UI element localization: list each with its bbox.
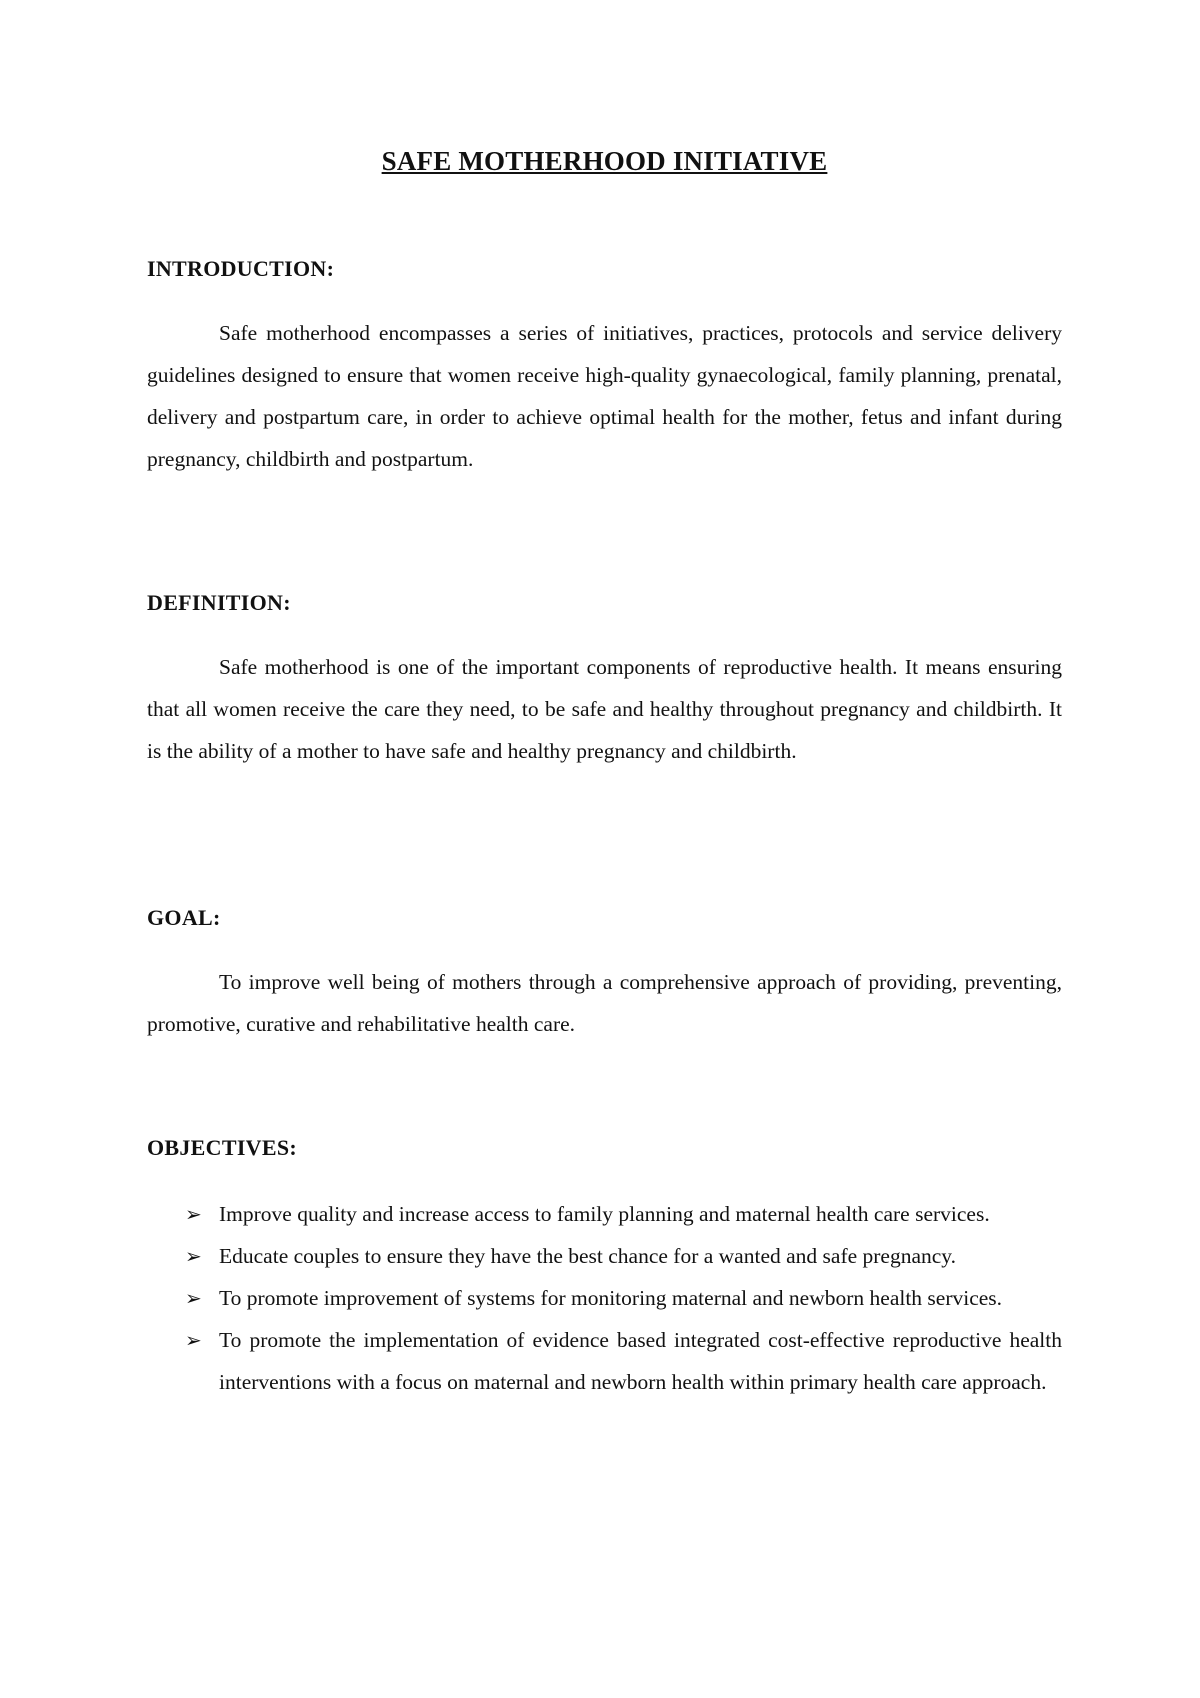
- objective-text: Educate couples to ensure they have the best chance for a wanted and safe pregnancy.: [219, 1244, 957, 1268]
- arrow-bullet-icon: ➢: [185, 1328, 202, 1352]
- goal-heading: GOAL:: [147, 905, 221, 930]
- goal-text: To improve well being of mothers through a comprehensive approach of providing, preventing, promotive, curative and rehabilitative health care.: [147, 970, 1062, 1036]
- arrow-bullet-icon: ➢: [185, 1244, 202, 1268]
- goal-section: [147, 905, 1062, 1045]
- introduction-heading: INTRODUCTION:: [147, 256, 335, 281]
- list-item: [147, 1235, 1062, 1277]
- definition-heading: DEFINITION:: [147, 590, 291, 615]
- objective-text: Improve quality and increase access to family planning and maternal health care services.: [219, 1202, 990, 1226]
- list-item: [147, 1193, 1062, 1235]
- definition-section: [147, 590, 1062, 772]
- arrow-bullet-icon: ➢: [185, 1286, 202, 1310]
- list-item: [147, 1319, 1062, 1403]
- list-item: [147, 1277, 1062, 1319]
- objective-text: To promote improvement of systems for monitoring maternal and newborn health services.: [219, 1286, 1003, 1310]
- objectives-heading: OBJECTIVES:: [147, 1135, 298, 1160]
- definition-text: Safe motherhood is one of the important components of reproductive health. It means ensuring that all women receive the care they need, to be safe and healthy throughout pregnancy and childbirth. It is the ability of a mother to have safe and healthy pregnancy and childbirth.: [147, 655, 1062, 763]
- introduction-text: Safe motherhood encompasses a series of initiatives, practices, protocols and service delivery guidelines designed to ensure that women receive high-quality gynaecological, family planning, prenatal, delivery and postpartum care, in order to achieve optimal health for the mother, fetus and infant during pregnancy, childbirth and postpartum.: [147, 321, 1062, 471]
- objectives-list: [147, 1193, 1062, 1403]
- document-title: SAFE MOTHERHOOD INITIATIVE: [381, 146, 828, 176]
- arrow-bullet-icon: ➢: [185, 1202, 202, 1226]
- introduction-section: [147, 256, 1062, 480]
- objective-text: To promote the implementation of evidence based integrated cost-effective reproductive health interventions with a focus on maternal and newborn health within primary health care approach.: [219, 1328, 1062, 1394]
- objectives-section: [147, 1135, 1062, 1403]
